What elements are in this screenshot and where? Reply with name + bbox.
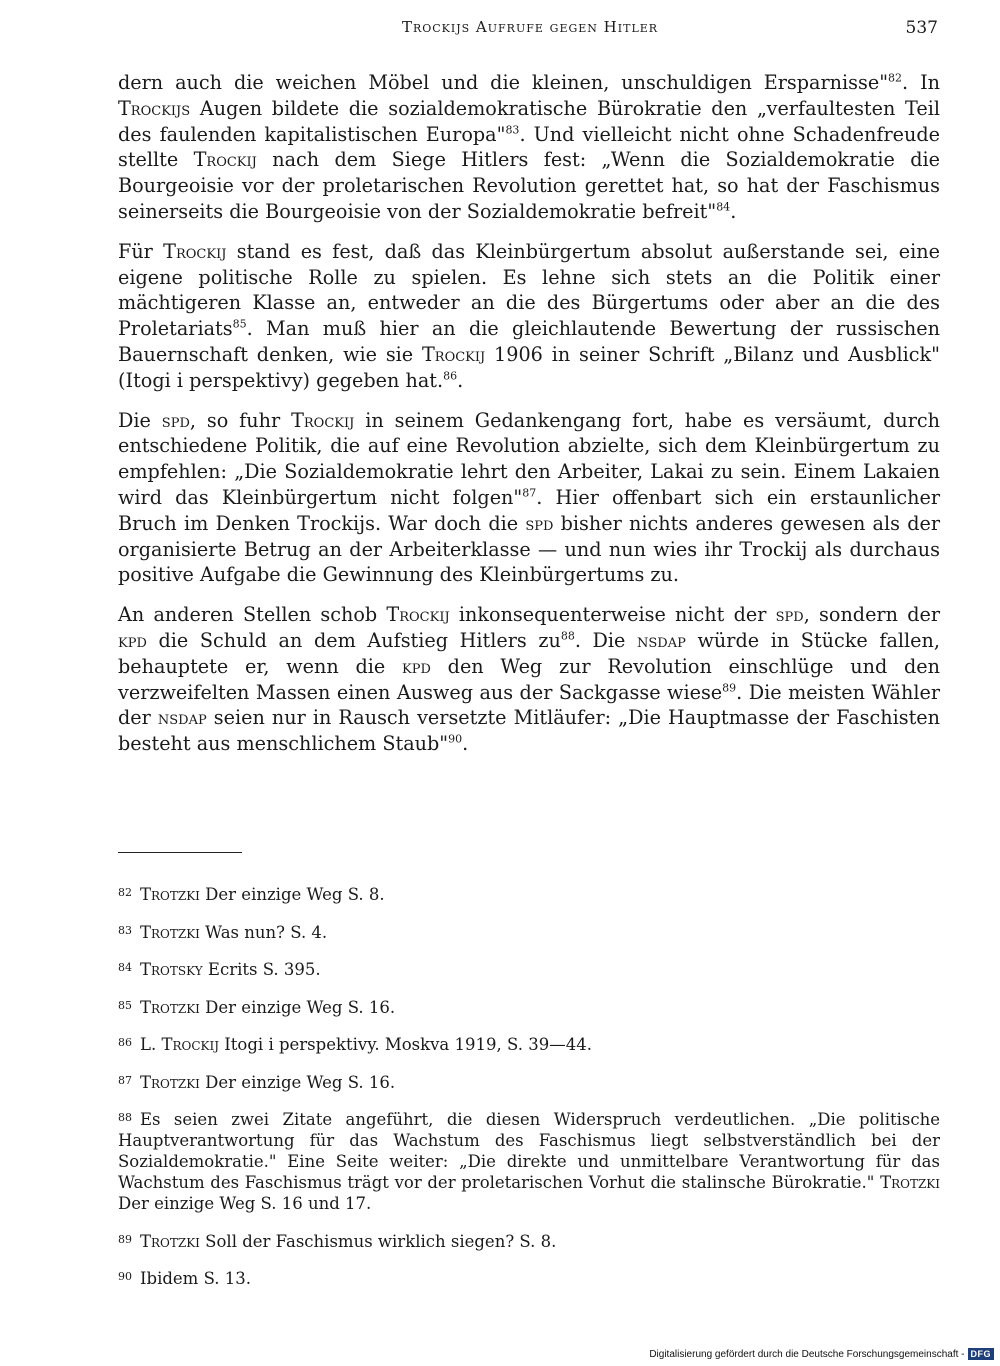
text-run: . In	[902, 71, 941, 94]
running-title: Trockijs Aufrufe gegen Hitler	[401, 18, 659, 36]
footnote	[118, 1070, 940, 1093]
page-header	[0, 18, 1000, 44]
main-text	[118, 70, 940, 771]
digitization-footer	[649, 1348, 994, 1360]
author-name: Trotzki	[880, 1173, 940, 1192]
footnote-text: Der einzige Weg S. 16.	[199, 997, 396, 1017]
footnote-number: 89	[118, 1232, 132, 1246]
text-run: seien nur in Rausch versetzte Mitläufer: „Die Hauptmasse der Faschisten besteht aus menschlichem Staub"	[118, 706, 940, 756]
party-abbrev: nsdap	[157, 706, 207, 730]
footnote-text: L.	[140, 1035, 162, 1054]
author-name: Trockij	[193, 148, 257, 172]
footnote-ref: 90	[448, 732, 463, 746]
dfg-logo: DFG	[968, 1348, 995, 1360]
text-run: An anderen Stellen schob	[118, 603, 387, 627]
author-name: Trockij	[291, 408, 355, 432]
footnote-ref: 88	[560, 629, 575, 643]
author-name: Trockij	[386, 603, 450, 627]
paragraph-3	[118, 408, 940, 589]
footnote-text: Der einzige Weg S. 16 und 17.	[118, 1194, 372, 1213]
footnote	[118, 1107, 940, 1214]
party-abbrev: spd	[161, 408, 190, 432]
author-name: Trockij	[421, 342, 486, 366]
footnote-number: 90	[118, 1270, 132, 1283]
text-run: 1906 in seiner Schrift „Bilanz und Ausblick" (Itogi i perspektivy) gegeben hat.	[118, 342, 940, 392]
author-name: Trockij	[163, 239, 227, 263]
text-run: stand es fest, daß das Kleinbürgertum absolut außerstande sei, eine eigene politische Rolle zu spielen. Es lehne sich stets an die Politik einer mächtigeren Klasse an, entweder an die des Bürgertums oder aber an die des Proletariats	[118, 239, 940, 341]
footnote-text: Der einzige Weg S. 16.	[199, 1072, 396, 1092]
footnote-text: Ecrits S. 395.	[202, 960, 321, 979]
text-run: , sondern der	[803, 603, 940, 627]
party-abbrev: spd	[525, 511, 554, 535]
footnote-ref: 83	[505, 123, 520, 137]
footnote-ref: 85	[232, 317, 247, 331]
text-run: . Die meisten Wähler der	[118, 680, 940, 730]
footnote-divider	[118, 852, 242, 853]
footnote	[118, 1266, 940, 1289]
text-run: in seinem Gedankengang fort, habe es versäumt, durch entschiedene Politik, die auf eine Revolution abzielte, sich dem Kleinbürgertum zu empfehlen: „Die Sozialdemokratie lehrt den Arbeiter, Lakai zu sein. Einem Lakaien wird das Kleinbürgertum nicht folgen"	[118, 408, 941, 509]
author-name: Trotzki	[140, 885, 200, 904]
text-run: die Schuld an dem Aufstieg Hitlers zu	[146, 628, 561, 652]
text-run: würde in Stücke fallen, behauptete er, wenn die	[118, 628, 940, 678]
footnote-ref: 84	[716, 200, 731, 214]
footnote	[118, 957, 940, 980]
footnote-ref: 86	[443, 369, 458, 383]
footnote-number: 84	[118, 961, 132, 974]
text-run: den Weg zur Revolution einschlüge und den verzweifelten Massen einen Ausweg aus der Sackgasse wiese	[118, 654, 940, 704]
paragraph-4	[118, 602, 940, 757]
footnote	[118, 882, 940, 905]
author-name: Trotzki	[140, 997, 200, 1017]
author-name: Trotsky	[140, 960, 203, 979]
footnote-ref: 87	[522, 486, 537, 500]
text-run: Augen bildete die sozialdemokratische Bürokratie den „verfaultesten Teil des faulenden kapitalistischen Europa"	[118, 96, 940, 146]
text-run: Die	[118, 408, 162, 432]
author-name: Trotzki	[140, 1072, 200, 1092]
paragraph-2	[118, 239, 940, 394]
party-abbrev: kpd	[118, 628, 147, 652]
paragraph-1	[118, 70, 940, 225]
footer-text: Digitalisierung gefördert durch die Deutsche Forschungsgemeinschaft -	[649, 1348, 965, 1360]
text-run: . Die	[574, 628, 638, 652]
text-run: . Man muß hier an die gleichlautende Bewertung der russischen Bauernschaft denken, wie sie	[118, 317, 940, 366]
text-run: Für	[118, 239, 164, 263]
text-run: bisher nichts anderes gewesen als der organisierte Betrug an der Arbeiterklasse — und nun wies ihr Trockij als durchaus positive Aufgabe die Gewinnung des Kleinbürgertums zu.	[118, 511, 941, 587]
text-run: dern auch die weichen Möbel und die kleinen, unschuldigen Ersparnisse"	[118, 71, 889, 94]
party-abbrev: nsdap	[637, 628, 686, 652]
text-run: .	[457, 368, 464, 392]
footnote-text: Was nun? S. 4.	[199, 922, 328, 942]
footnote	[118, 920, 940, 943]
footnote-text: Ibidem S. 13.	[140, 1269, 252, 1288]
text-run: .	[462, 732, 469, 756]
author-name: Trockij	[161, 1035, 220, 1054]
footnote-text: Der einzige Weg S. 8.	[199, 885, 385, 904]
footnote-number: 88	[118, 1111, 132, 1124]
author-name: Trockijs	[118, 96, 191, 120]
party-abbrev: spd	[775, 603, 804, 627]
author-name: Trotzki	[140, 1231, 200, 1251]
footnote-number: 82	[118, 886, 132, 899]
footnote-ref: 82	[888, 71, 903, 85]
author-name: Trotzki	[140, 922, 200, 942]
text-run: , so fuhr	[189, 408, 292, 432]
text-run: . Hier offenbart sich ein erstaunlicher Bruch im Denken Trockijs. War doch die	[118, 485, 940, 535]
text-run: .	[730, 199, 737, 223]
footnote	[118, 1229, 940, 1252]
text-run: inkonsequenterweise nicht der	[449, 603, 776, 627]
footnote-text: Itogi i perspektivy. Moskva 1919, S. 39—44.	[219, 1035, 592, 1054]
footnote-number: 83	[118, 923, 132, 937]
footnote-number: 87	[118, 1073, 132, 1087]
footnote-ref: 89	[722, 681, 737, 695]
page-number: 537	[905, 18, 938, 38]
footnote-text: Soll der Faschismus wirklich siegen? S. 8.	[199, 1231, 557, 1251]
footnote-number: 86	[118, 1036, 132, 1049]
party-abbrev: kpd	[402, 654, 431, 678]
footnotes	[118, 882, 940, 1304]
footnote-text: Es seien zwei Zitate angeführt, die diesen Widerspruch verdeutlichen. „Die politische Hauptverantwortung für das Wachstum des Faschismus liegt selbstverständlich bei der Sozialdemokratie." Eine Seite weiter: „Die direkte und unmittelbare Verantwortung für das Wachstum des Faschismus trägt vor der proletarischen Vorhut die stalinsche Bürokratie."	[118, 1110, 940, 1192]
text-run: . Und vielleicht nicht ohne Schadenfreude stellte	[118, 122, 940, 172]
text-run: nach dem Siege Hitlers fest: „Wenn die Sozialdemokratie die Bourgeoisie vor der proletarischen Revolution gerettet hat, so hat der Faschismus seinerseits die Bourgeoisie von der Sozialdemokratie befreit"	[118, 148, 940, 223]
footnote	[118, 995, 940, 1018]
footnote	[118, 1032, 940, 1055]
footnote-number: 85	[118, 998, 132, 1012]
